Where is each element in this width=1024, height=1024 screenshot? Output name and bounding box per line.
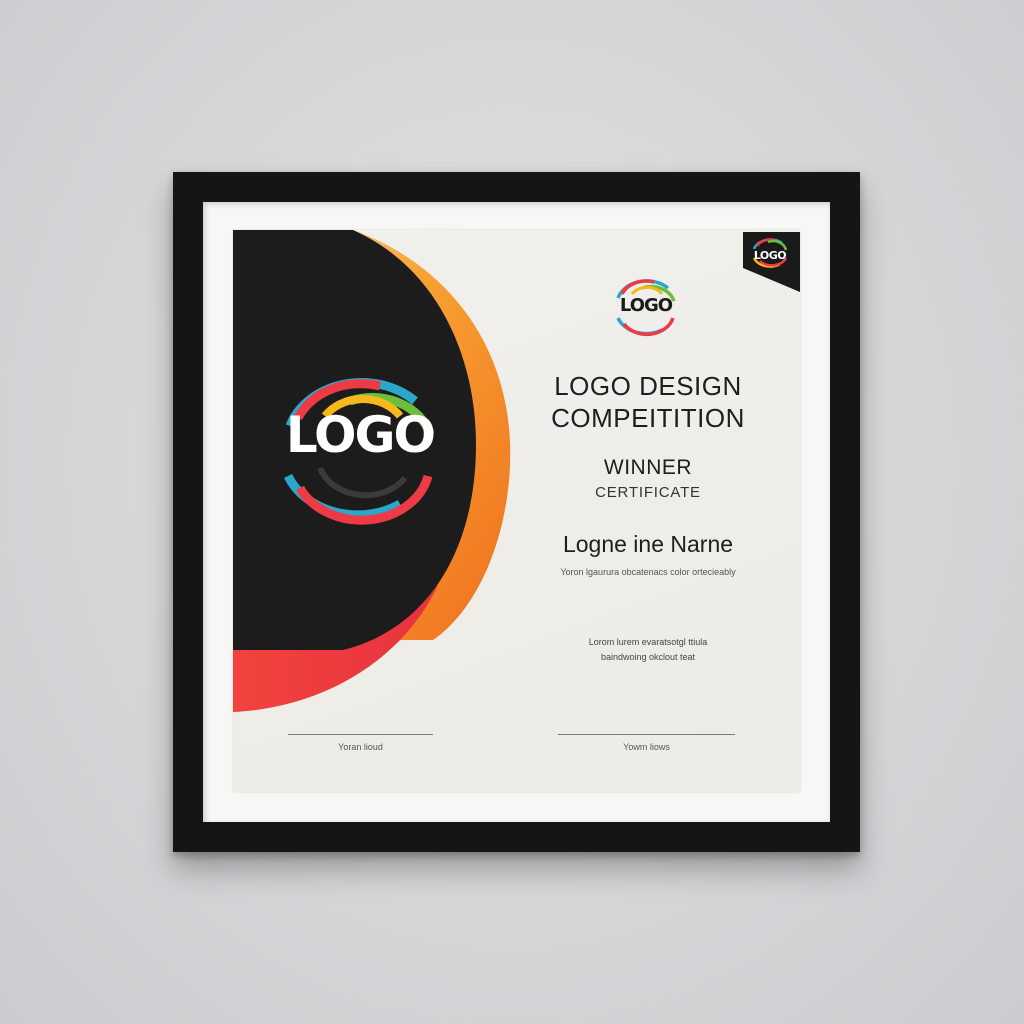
small-logo xyxy=(613,275,679,329)
small-logo-text: LOGO xyxy=(619,295,673,316)
certificate xyxy=(233,230,800,792)
signature-line-right xyxy=(558,734,735,735)
certificate-label: CERTIFICATE xyxy=(595,484,701,501)
title-line-2: COMPEITITION xyxy=(551,403,745,433)
corner-logo-text: LOGO xyxy=(753,249,787,262)
title-line-1: LOGO DESIGN xyxy=(554,371,742,401)
body-line-1: Lorom lurem evaratsotgl ttiula xyxy=(588,637,708,647)
frame-mat xyxy=(203,202,830,822)
certificate-title xyxy=(523,370,773,434)
body-line-2: baindwoing okclout teat xyxy=(600,652,696,662)
winner-label: WINNER xyxy=(603,456,693,479)
body-text xyxy=(523,635,773,665)
big-logo-text: LOGO xyxy=(285,406,435,464)
signature-label-right: Yowm liows xyxy=(623,742,670,752)
recipient-subline: Yoron lgaurura obcatenacs color ortecieably xyxy=(560,567,736,577)
signature-line-left xyxy=(288,734,433,735)
recipient-name: Logne ine Narne xyxy=(562,531,734,557)
picture-frame xyxy=(173,172,860,852)
big-logo xyxy=(275,368,445,518)
signature-label-left: Yoran lioud xyxy=(338,742,383,752)
